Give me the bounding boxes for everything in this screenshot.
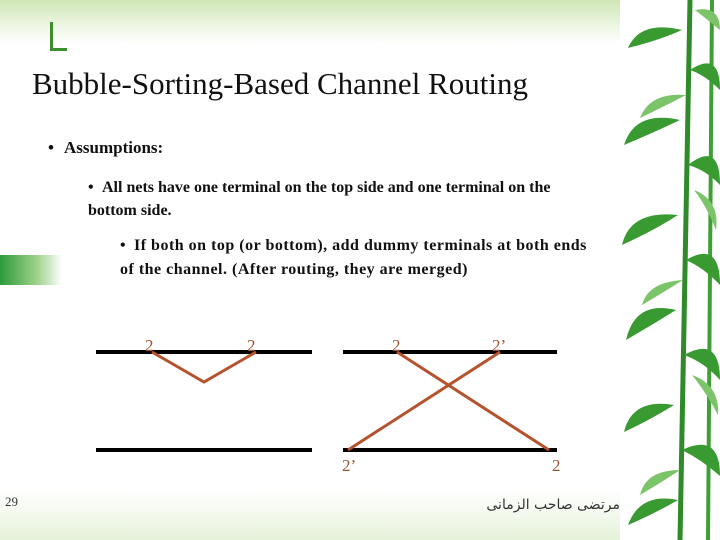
terminal-label-right-top-2: 2’ bbox=[492, 336, 507, 355]
terminal-label-left-top-1: 2 bbox=[145, 336, 154, 355]
right-cross-wire-a bbox=[397, 352, 549, 450]
terminal-label-right-top-1: 2 bbox=[392, 336, 401, 355]
bullet-icon: • bbox=[88, 179, 94, 196]
bullet-dummy-terminals-text: If both on top (or bottom), add dummy terminals at both ends of the channel. (After routing, they are merged) bbox=[120, 237, 587, 278]
bullet-icon: • bbox=[48, 138, 54, 157]
slide-title: Bubble-Sorting-Based Channel Routing bbox=[32, 66, 528, 101]
right-cross-wire-b bbox=[348, 352, 500, 450]
page-number: 29 bbox=[5, 494, 18, 509]
terminal-label-right-bottom-2: 2 bbox=[552, 456, 561, 475]
left-dogleg-wire bbox=[152, 352, 256, 382]
bullet-assumptions-text: Assumptions: bbox=[64, 138, 164, 157]
terminal-label-left-top-2: 2 bbox=[247, 336, 256, 355]
terminal-label-right-bottom-1: 2’ bbox=[342, 456, 357, 475]
bullet-nets-terminals-text: All nets have one terminal on the top side and one terminal on the bottom side. bbox=[88, 179, 551, 219]
bullet-icon: • bbox=[120, 237, 127, 254]
footer-author: مرتضى صاحب الزمانى bbox=[486, 497, 620, 513]
